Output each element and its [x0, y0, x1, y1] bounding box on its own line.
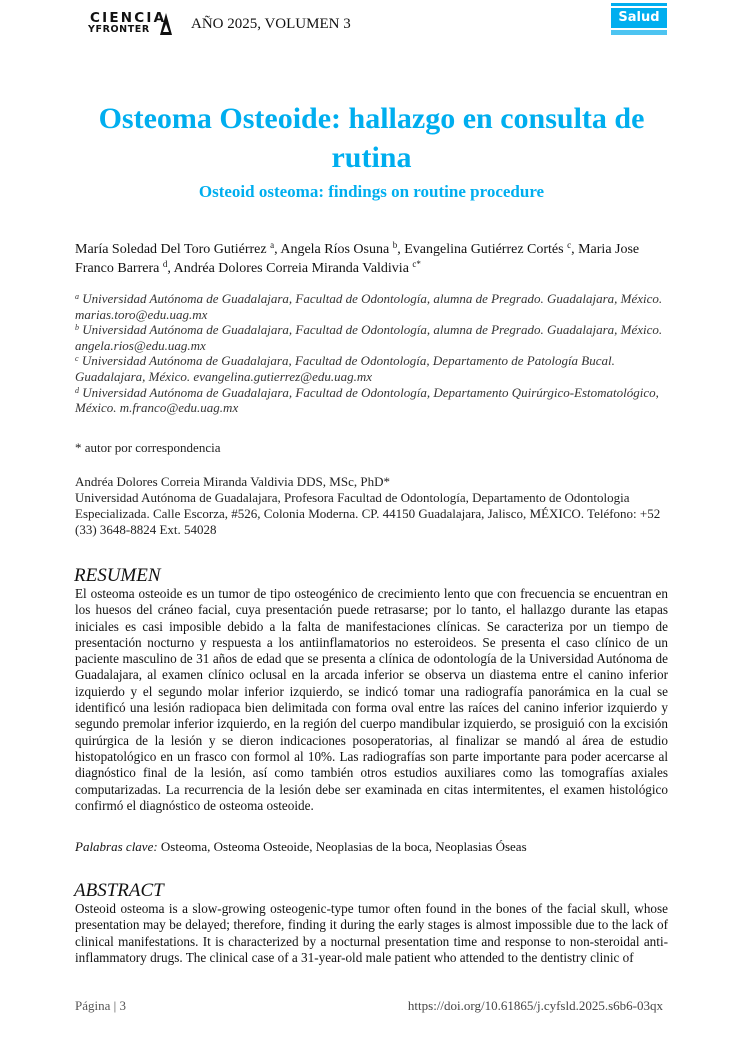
affiliation: $^a$ Universidad Autónoma de Guadalajara, Facultad de Odontología, alumna de Pregrado. Guadalajara, México. marias.toro@edu.uag.mx — [75, 291, 663, 322]
doi-link[interactable]: https://doi.org/10.61865/j.cyfsld.2025.s6b6-03qx — [407, 998, 663, 1013]
author: Evangelina Gutiérrez Cortés $^c$, — [404, 240, 579, 257]
volume-label: AÑO 2025, VOLUMEN 3 — [191, 16, 351, 32]
logo-line-1: CIENCIA — [90, 10, 167, 26]
affiliation: $^c$ Universidad Autónoma de Guadalajara, Facultad de Odontología, Departamento de Patología Bucal. Guadalajara, México. evangelina.gutierrez@edu.uag.mx — [75, 353, 615, 384]
corresponding-author-name: Andréa Dolores Correia Miranda Valdivia DDS, MSc, PhD* — [75, 474, 390, 489]
section-badge-label: Salud — [611, 8, 667, 28]
page-number: Página | 3 — [75, 998, 126, 1013]
section-badge — [611, 3, 667, 35]
author: Maria Jose Franco Barrera $^d$, — [75, 242, 640, 276]
resumen-text: El osteoma osteoide es un tumor de tipo osteogénico de crecimiento lento que con frecuencia se encuentran en los huesos del cráneo facial, cuya presentación puede retrasarse; por lo tanto, el hallazgo durante las etapas iniciales es casi imposible debido a la falta de manifestaciones clínicas. Se caracteriza por un tiempo de presentación nocturno y respuesta a los antiinflamatorios no esteroideos. Se presenta el caso clínico de un paciente masculino de 31 años de edad que se presenta a clínica de odontología de la Universidad Autónoma de Guadalajara, al examen clínico oclusal en la arcada inferior se observa un diastema entre el canino inferior izquierdo y el segundo molar inferior izquierdo, se indicó tomar una radiografía panorámica en la cual se identificó una lesión radiopaca bien delimitada con forma oval entre las raíces del canino inferior izquierdo y segundo premolar inferior izquierdo, en la región del cuerpo mandibular izquierdo, se prosiguió con la excisión quirúrgica de la lesión y se dieron indicaciones posoperatorias, al finalizar se mandó al área de estudio histopatológico en un frasco con formol al 10%. Las radiografías son parte importante para poder acercarse al diagnóstico final de la lesión, así como también otros estudios auxiliares como las tomografías axiales computarizadas. La recurrencia de la lesión debe ser examinada en citas intermitentes, el examen histológico confirmó el diagnóstico de osteoma osteoide. — [75, 586, 668, 813]
abstract-text: Osteoid osteoma is a slow-growing osteogenic-type tumor often found in the bones of the facial skull, whose presentation may be delayed; therefore, finding it during the early stages is almost impossible due to the lack of clinical manifestations. It is characterized by a nocturnal presentation time and response to non-steroidal anti-inflammatory drugs. The clinical case of a 31-year-old male patient who attended to the dentistry clinic of — [75, 901, 668, 965]
journal-logo — [88, 11, 172, 37]
corresponding-author-note: * autor por correspondencia — [75, 440, 221, 455]
resumen-heading: RESUMEN — [74, 565, 161, 586]
affiliation: $^b$ Universidad Autónoma de Guadalajara, Facultad de Odontología, alumna de Pregrado. Guadalajara, México. angela.rios@edu.uag.mx — [75, 322, 663, 353]
corresponding-author-address: Universidad Autónoma de Guadalajara, Profesora Facultad de Odontología, Departamento de Odontologia Especializada. Calle Escorza, #526, Colonia Moderna. CP. 44150 Guadalajara, Jalisco, MÉXICO. Teléfono: +52 (33) 3648-8824 Ext. 54028 — [75, 490, 661, 537]
affiliation-list — [75, 291, 670, 416]
author: Andréa Dolores Correia Miranda Valdivia $^{c*}$ — [173, 259, 421, 276]
keywords-label: Palabras clave: — [75, 839, 158, 854]
logo-line-2: YFRONTER — [88, 24, 150, 35]
abstract-heading: ABSTRACT — [74, 880, 164, 901]
article-title: Osteoma Osteoide: hallazgo en consulta de rutina — [98, 102, 645, 174]
article-subtitle: Osteoid osteoma: findings on routine procedure — [198, 182, 545, 201]
keywords-text: Osteoma, Osteoma Osteoide, Neoplasias de la boca, Neoplasias Óseas — [157, 839, 527, 854]
author: María Soledad Del Toro Gutiérrez $^a$, — [75, 240, 281, 257]
corresponding-author-block — [75, 474, 670, 538]
author-list — [75, 240, 670, 278]
affiliation: $^d$ Universidad Autónoma de Guadalajara, Facultad de Odontología, Departamento Quirúrgico-Estomatológico, México. m.franco@edu.uag.mx — [75, 384, 659, 416]
keywords — [75, 839, 527, 855]
author: Angela Ríos Osuna $^b$, — [280, 240, 405, 257]
